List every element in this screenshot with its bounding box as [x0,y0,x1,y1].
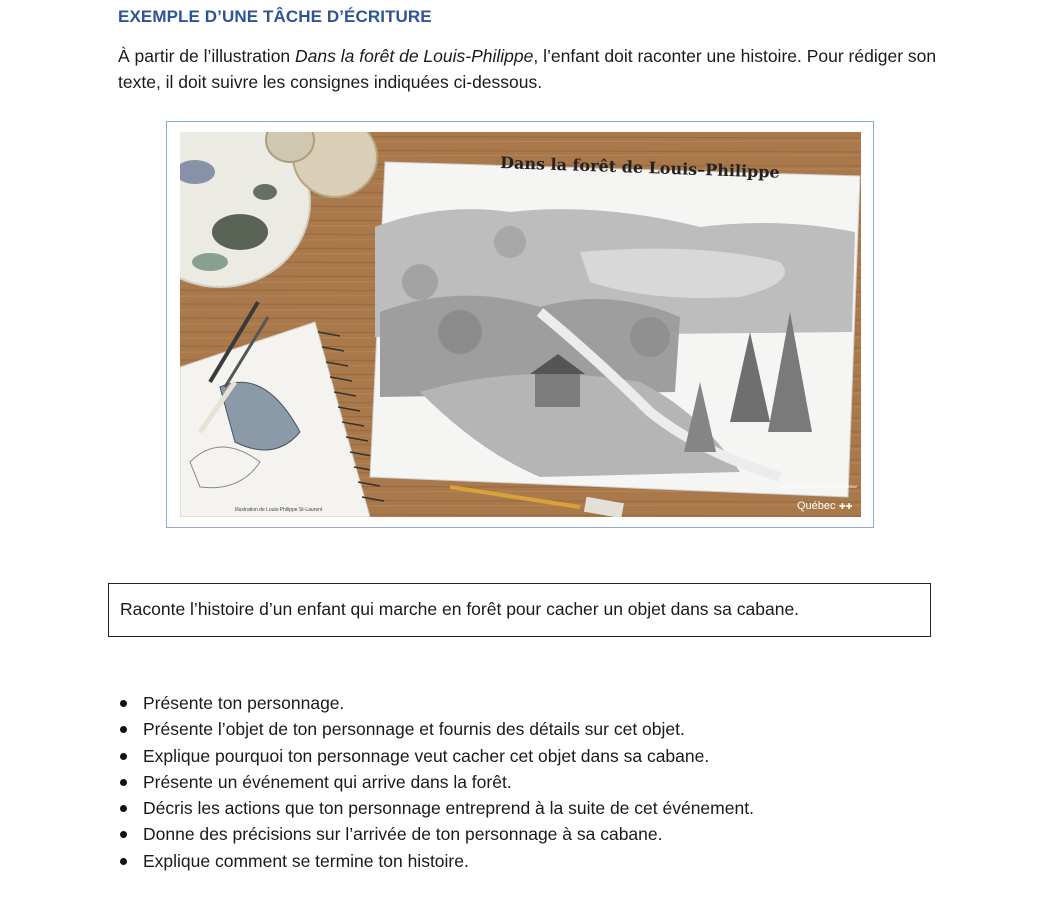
task-statement: Raconte l’histoire d’un enfant qui marche en forêt pour cacher un objet dans sa cabane. [120,599,800,619]
quebec-flag-icon: ✚✚ [839,502,853,511]
illustration-image [180,132,861,517]
section-heading: EXEMPLE D’UNE TÂCHE D’ÉCRITURE [118,7,432,26]
poster-title: Dans la forêt de Louis–Philippe [499,153,780,182]
forest-poster [370,153,860,497]
list-item: Présente ton personnage. [118,690,754,716]
illustration-title: Dans la forêt de Louis-Philippe [295,46,534,66]
list-item: Donne des précisions sur l’arrivée de ton personnage à sa cabane. [118,821,754,847]
list-item: Explique pourquoi ton personnage veut cacher cet objet dans sa cabane. [118,743,754,769]
intro-paragraph [118,43,948,95]
ministry-label: Éducation et Enseignement supérieur [782,484,858,489]
task-box [108,583,931,637]
intro-text-start: À partir de l’illustration [118,46,296,66]
illustration-frame [166,121,874,528]
intro-text-end: , l’enfant doit raconter une histoire. Pour rédiger son texte, il doit suivre les consignes indiquées ci-dessous. [118,46,937,92]
list-item: Décris les actions que ton personnage entreprend à la suite de cet événement. [118,795,754,821]
illustration-credit: Illustration de Louis-Philippe St-Laurent [235,507,323,513]
list-item: Explique comment se termine ton histoire. [118,848,754,874]
instruction-list [118,690,754,874]
list-item: Présente un événement qui arrive dans la forêt. [118,769,754,795]
list-item: Présente l’objet de ton personnage et fournis des détails sur cet objet. [118,716,754,742]
quebec-brand: Québec [797,500,836,512]
